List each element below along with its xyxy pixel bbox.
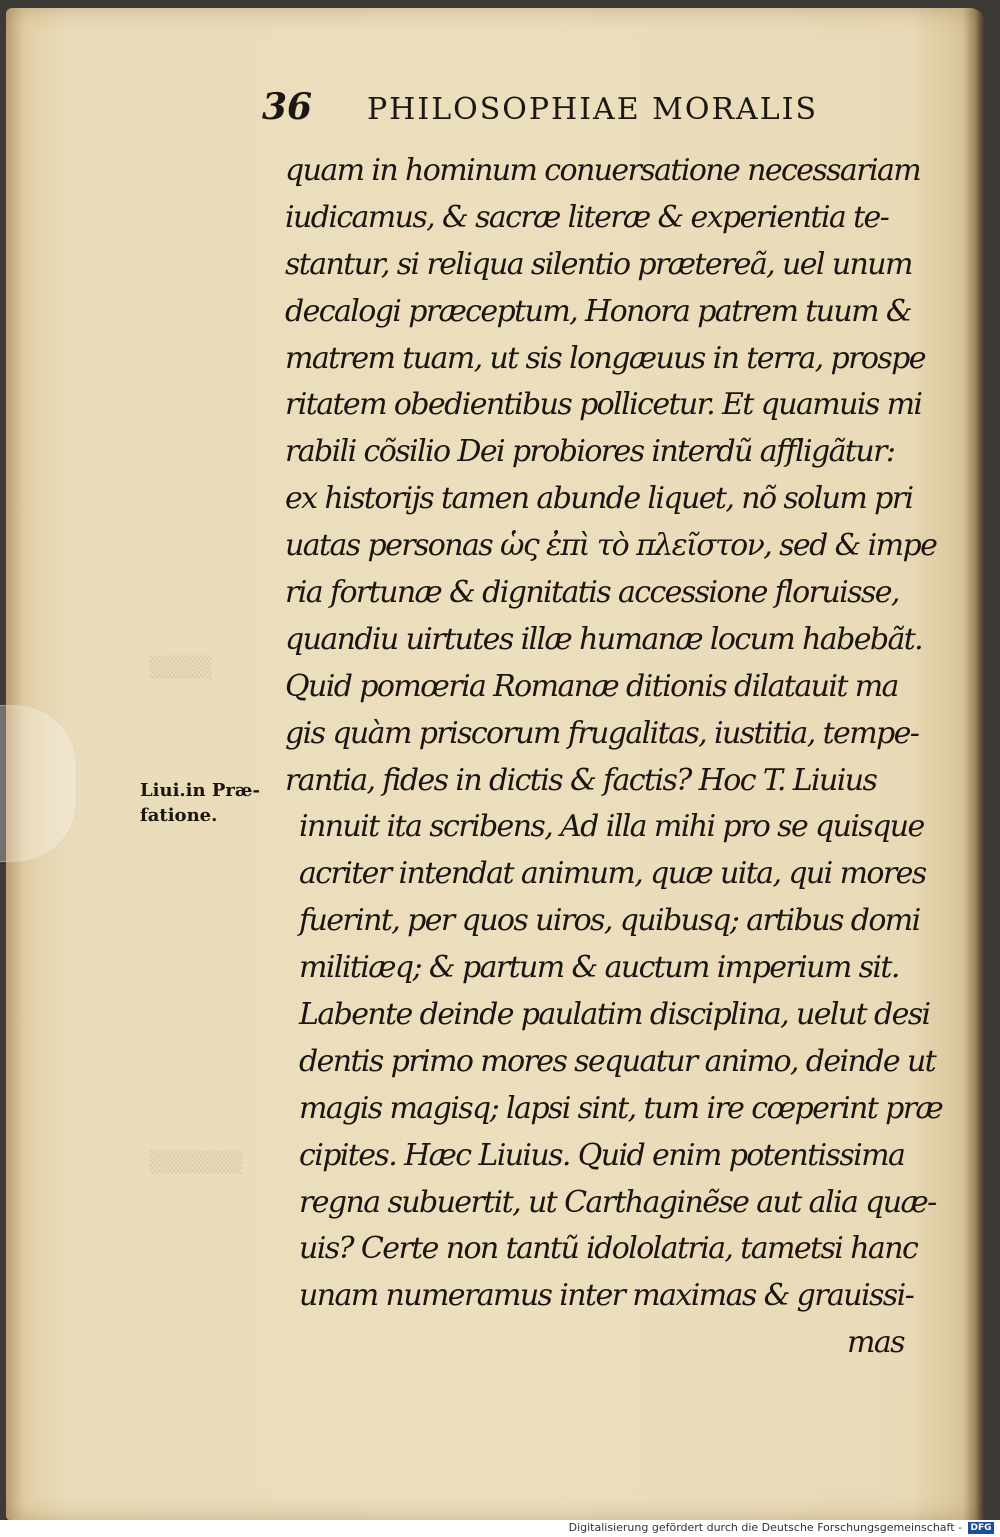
- text-line: innuit ita scribens, Ad illa mihi pro se quisque: [299, 809, 924, 845]
- text-line: Labente deinde paulatim disciplina, uelut desi: [299, 997, 930, 1033]
- marginal-note-line: fatione.: [140, 805, 218, 826]
- bleed-through-mark: ▒▒▒▒: [150, 655, 212, 679]
- text-line: acriter intendat animum, quæ uita, qui mores: [299, 856, 926, 892]
- marginal-note-line: Liui.in Præ-: [140, 780, 260, 801]
- text-line: quandiu uirtutes illæ humanæ locum habebãt.: [285, 621, 923, 657]
- text-line: Quid pomœria Romanæ ditionis dilatauit ma: [285, 668, 898, 704]
- text-line: matrem tuam, ut sis longæuus in terra, prospe: [285, 340, 925, 376]
- catchword: mas: [847, 1325, 904, 1361]
- text-line: cipites. Hæc Liuius. Quid enim potentissima: [299, 1137, 905, 1173]
- text-line: iudicamus, & sacræ literæ & experientia te-: [285, 199, 889, 235]
- body-text: [285, 148, 943, 1367]
- running-head: PHILOSOPHIAE MORALIS: [367, 92, 819, 127]
- text-line: uatas personas ὡς ἐπὶ τὸ πλεῖστον, sed & impe: [285, 528, 937, 564]
- page-number: 36: [262, 86, 313, 128]
- page-edge-shadow: [962, 8, 984, 1520]
- text-line: ria fortunæ & dignitatis accessione floruisse,: [285, 575, 899, 611]
- marginal-note: [140, 778, 260, 828]
- text-line: gis quàm priscorum frugalitas, iustitia, tempe-: [285, 715, 919, 751]
- text-line: regna subuertit, ut Carthaginẽse aut alia quæ-: [299, 1184, 936, 1220]
- text-line: quam in hominum conuersatione necessariam: [285, 153, 921, 188]
- dfg-logo-icon: DFG: [968, 1522, 994, 1534]
- text-line: ritatem obedientibus pollicetur. Et quamuis mi: [285, 387, 922, 423]
- text-line: rabili cõsilio Dei probiores interdũ affligãtur:: [285, 434, 895, 470]
- text-line: rantia, fides in dictis & factis? Hoc T. Liuius: [285, 762, 877, 798]
- text-line: fuerint, per quos uiros, quibusq; artibus domi: [299, 903, 920, 939]
- text-line: uis? Certe non tantũ idololatria, tametsi hanc: [299, 1231, 918, 1267]
- text-line: unam numeramus inter maximas & grauissi-: [299, 1278, 914, 1314]
- text-line: magis magisq; lapsi sint, tum ire cœperint præ: [299, 1090, 943, 1126]
- bleed-through-mark: ▒▒▒▒▒▒: [150, 1150, 243, 1174]
- text-line: ex historijs tamen abunde liquet, nõ solum pri: [285, 481, 913, 517]
- footer-credit: Digitalisierung gefördert durch die Deutsche Forschungsgemeinschaft -: [568, 1521, 962, 1534]
- digitization-footer: [0, 1520, 1000, 1537]
- text-line: decalogi præceptum, Honora patrem tuum &: [285, 293, 912, 329]
- page-header: [262, 86, 882, 136]
- text-line: dentis primo mores sequatur animo, deinde ut: [299, 1043, 936, 1079]
- text-line: militiæq; & partum & auctum imperium sit.: [299, 950, 899, 986]
- text-line: stantur, si reliqua silentio prætereã, uel unum: [285, 246, 912, 282]
